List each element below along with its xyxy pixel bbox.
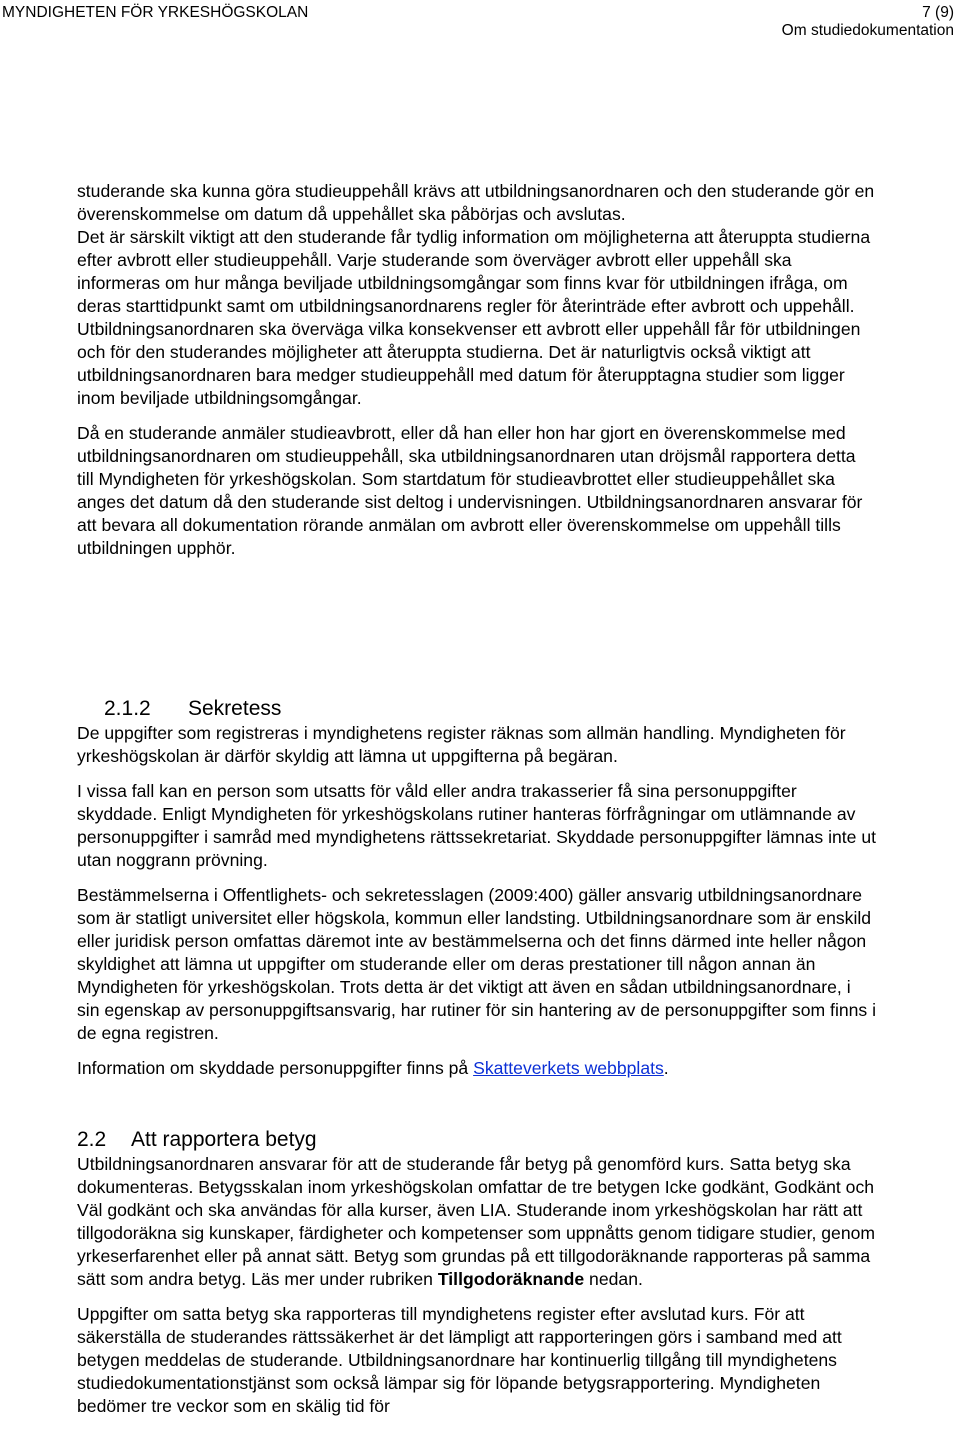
paragraph-reporting-avbrott: Då en studerande anmäler studieavbrott, eller då han eller hon har gjort en överenskommelse med utbildningsanordnaren om studieuppehåll, ska utbildningsanordnaren utan dröjsmål rapportera detta till Myndigheten för yrkeshögskolan. Som startdatum för studieavbrottet eller studieuppehållet ska anges det datum då den studerande sist deltog i undervisningen. Utbildningsanordnaren ansvarar för att bevara all dokumentation rörande anmälan om avbrott eller överenskommelse om uppehåll tills utbildningen upphör. (77, 423, 863, 558)
page-number: 7 (9) (922, 4, 954, 21)
paragraph-information-duty: Det är särskilt viktigt att den studerande får tydlig information om möjligheterna att återuppta studierna efter avbrott eller studieuppehåll. Varje studerande som överväger avbrott eller uppehåll ska informeras om hur många beviljade utbildningsomgångar som finns kvar för utbildningen ifråga, om deras starttidpunkt samt om utbildningsanordnarens regler för återinträde efter avbrott och uppehåll. Utbildningsanordnaren ska överväga vilka konsekvenser ett avbrott eller uppehåll får för utbildningen och för den studerandes möjligheter att återuppta studierna. Det är naturligtvis också viktigt att utbildningsanordnaren bara medger studieuppehåll med datum för återupptagna studier som ligger inom beviljade utbildningsomgångar. (77, 227, 871, 408)
paragraph-betyg-ansvar (77, 1153, 877, 1291)
header-agency-name: MYNDIGHETEN FÖR YRKESHÖGSKOLAN (2, 4, 309, 21)
paragraph-skyddade-uppgifter: I vissa fall kan en person som utsatts för våld eller andra trakasserier få sina personuppgifter skyddade. Enligt Myndigheten för yrkeshögskolans rutiner hanteras förfrågningar om utlämnande av personuppgifter i samråd med myndighetens rättssekretariat. Skyddade personuppgifter lämnas inte ut utan noggrann prövning. (77, 781, 876, 870)
heading-title: Att rapportera betyg (131, 1128, 317, 1151)
heading-number: 2.1.2 (104, 697, 151, 720)
paragraph-betyg-rapportering: Uppgifter om satta betyg ska rapporteras till myndighetens register efter avslutad kurs. För att säkerställa de studerandes rättssäkerhet är det lämpligt att rapporteringen görs i samband med att betygen meddelas de studerande. Utbildningsanordnare har kontinuerlig tillgång till myndighetens studiedokumentationstjänst som också lämpar sig för löpande betygsrapportering. Myndigheten bedömer tre veckor som en skälig tid för (77, 1304, 842, 1416)
paragraph-allman-handling: De uppgifter som registreras i myndighetens register räknas som allmän handling. Myndigheten för yrkeshögskolan är därför skyldig att lämna ut uppgifterna på begäran. (77, 723, 846, 766)
heading-title: Sekretess (188, 697, 282, 720)
text-pre-link: Information om skyddade personuppgifter finns på (77, 1058, 474, 1078)
section-sekretess (77, 696, 877, 1080)
heading-sekretess (104, 696, 877, 722)
body-text-block (77, 180, 877, 560)
paragraph-bestammelser: Bestämmelserna i Offentlighets- och sekretesslagen (2009:400) gäller ansvarig utbildningsanordnare som är statligt universitet eller högskola, kommun eller landsting. Utbildningsanordnare som är enskild eller juridisk person omfattas däremot inte av bestämmelserna och det finns därmed inte heller någon skyldighet att lämna ut uppgifter om studerande eller om deras prestationer till någon annan än Myndigheten för yrkeshögskolan. Trots detta är det viktigt att även en sådan utbildningsanordnare, i sin egenskap av personuppgiftsansvarig, har rutiner för sin hantering av de personuppgifter som finns i de egna registren. (77, 885, 877, 1043)
text-post-bold: nedan. (584, 1269, 643, 1289)
text-pre-bold: Utbildningsanordnaren ansvarar för att de studerande får betyg på genomförd kurs. Satta betyg ska dokumenteras. Betygsskalan inom yrkeshögskolan omfattar de tre betygen Icke godkänt, Godkänt och Väl godkänt och ska användas för alla kurser, även LIA. Studerande inom yrkeshögskolan har rätt att tillgodoräkna sig kunskaper, färdigheter och kompetenser som uppnåtts genom tidigare studier, genom yrkeserfarenhet eller på annat sätt. Betyg som grundas på ett tillgodoräknande rapporteras på samma sätt som andra betyg. Läs mer under rubriken (77, 1154, 876, 1289)
header-right (782, 4, 954, 40)
document-title: Om studiedokumentation (781, 22, 954, 39)
skatteverket-link[interactable]: Skatteverkets webbplats (473, 1058, 664, 1078)
bold-tillgodoraknande: Tillgodoräknande (437, 1269, 585, 1289)
text-post-link: . (663, 1058, 669, 1078)
paragraph-information-link (77, 1057, 877, 1080)
section-rapportera-betyg (77, 1127, 877, 1418)
heading-rapportera-betyg (77, 1127, 877, 1153)
heading-number: 2.2 (77, 1128, 107, 1151)
paragraph-uppehall-agreement: studerande ska kunna göra studieuppehåll krävs att utbildningsanordnaren och den studerande gör en överenskommelse om datum då uppehållet ska påbörjas och avslutas. (77, 181, 875, 224)
